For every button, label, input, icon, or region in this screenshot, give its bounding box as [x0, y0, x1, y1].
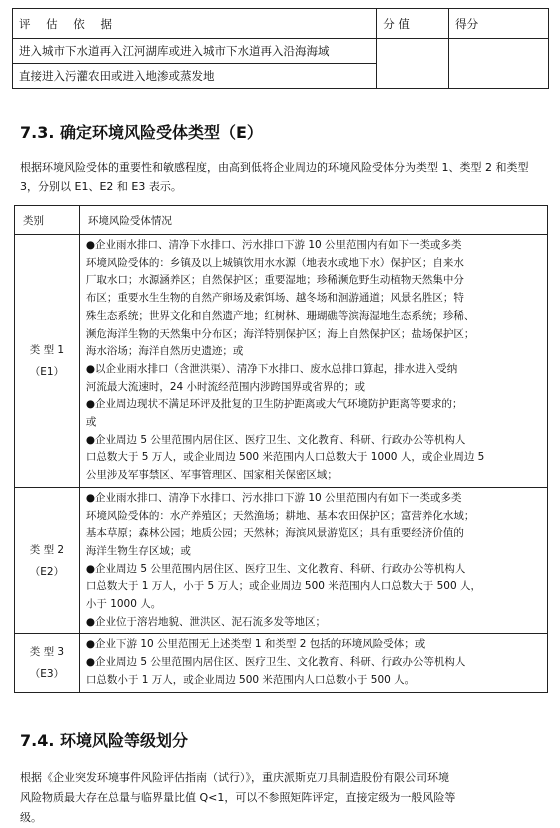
description-line: 环境风险受体的：乡镇及以上城镇饮用水水源（地表水或地下水）保护区；自来水	[85, 256, 464, 269]
description-line: 公里涉及军事禁区、军事管理区、国家相关保密区域；	[85, 469, 338, 482]
criteria-table	[12, 8, 549, 89]
receptor-description-e2	[79, 487, 547, 634]
description-line: 河流最大流速时，24 小时流经范围内涉跨国界或省界的；或	[85, 380, 366, 393]
description-line: ●企业周边 5 公里范围内居住区、医疗卫生、文化教育、科研、行政办公等机构人	[85, 656, 466, 669]
receptor-category-e3	[15, 634, 80, 692]
description-line: 口总数小于 1 万人，或企业周边 500 米范围内人口总数小于 500 人。	[85, 673, 416, 686]
category-label: 类 型 3	[29, 646, 65, 659]
criteria-row-points	[449, 39, 549, 89]
receptor-header-category: 类别	[15, 206, 80, 235]
category-code: （E2）	[29, 565, 65, 578]
receptor-category-e2	[15, 487, 80, 634]
description-line: 濒危海洋生物的天然集中分布区；海洋特别保护区；海上自然保护区；盐场保护区；	[85, 327, 475, 340]
description-line: 海水浴场；海洋自然历史遗迹；或	[85, 345, 244, 358]
description-line: ●企业周边现状不满足环评及批复的卫生防护距离或大气环境防护距离等要求的；	[85, 398, 463, 411]
receptor-row-e2	[15, 487, 548, 634]
section-7-4-paragraph	[20, 768, 540, 828]
description-line: 布区；重要水生生物的自然产卵场及索饵场、越冬场和洄游通道；风景名胜区；特	[85, 292, 464, 305]
category-code: （E1）	[29, 365, 65, 378]
description-line: 口总数大于 5 万人，或企业周边 500 米范围内人口总数大于 1000 人，或企业周边 5	[85, 451, 485, 464]
criteria-row-text: 进入城市下水道再入江河湖库或进入城市下水道再入沿海海域	[13, 39, 377, 64]
description-line: 环境风险受体的：水产养殖区；天然渔场；耕地、基本农田保护区；富营养化水域；	[85, 509, 475, 522]
receptor-table-header	[15, 206, 548, 235]
description-line: 海洋生物生存区域；或	[85, 544, 191, 557]
receptor-header-situation: 环境风险受体情况	[79, 206, 547, 235]
description-line: ●以企业雨水排口（含泄洪渠）、清净下水排口、废水总排口算起，排水进入受纳	[85, 362, 458, 375]
description-line: ●企业周边 5 公里范围内居住区、医疗卫生、文化教育、科研、行政办公等机构人	[85, 433, 466, 446]
criteria-header-basis: 评 估 依 据	[13, 9, 377, 39]
category-code: （E3）	[29, 668, 65, 681]
description-line: 或	[85, 416, 97, 429]
paragraph-line: 根据《企业突发环境事件风险评估指南（试行）》，重庆派斯克刀具制造股份有限公司环境	[20, 771, 449, 784]
receptor-description-e1	[79, 235, 547, 488]
description-line: 基本草原；森林公园；地质公园；天然林；海滨风景游览区；具有重要经济价值的	[85, 527, 464, 540]
criteria-row-score	[377, 39, 449, 89]
description-line: ●企业位于溶岩地貌、泄洪区、泥石流多发等地区；	[85, 615, 327, 628]
section-heading-7-3: 7.3. 确定环境风险受体类型（E）	[20, 123, 263, 142]
criteria-header-score: 分 值	[377, 9, 449, 39]
receptor-row-e3	[15, 634, 548, 692]
receptor-row-e1	[15, 235, 548, 488]
description-line: 厂取水口；水源涵养区；自然保护区；重要湿地；珍稀濒危野生动植物天然集中分	[85, 274, 464, 287]
receptor-category-e1	[15, 235, 80, 488]
category-label: 类 型 1	[29, 343, 65, 356]
criteria-row-text: 直接进入污灌农田或进入地渗或蒸发地	[13, 64, 377, 89]
description-line: 小于 1000 人。	[85, 598, 162, 611]
receptor-description-e3	[79, 634, 547, 692]
description-line: ●企业雨水排口、清净下水排口、污水排口下游 10 公里范围内有如下一类或多类	[85, 239, 462, 251]
section-7-3-intro: 根据环境风险受体的重要性和敏感程度，由高到低将企业周边的环境风险受体分为类型 1、类型 2 和类型 3，分别以 E1、E2 和 E3 表示。	[20, 161, 529, 193]
description-line: 口总数大于 1 万人，小于 5 万人；或企业周边 500 米范围内人口总数大于 500 人，	[85, 580, 482, 593]
paragraph-line: 风险物质最大存在总量与临界量比值 Q<1，可以不参照矩阵评定，直接定级为一般风险等	[20, 791, 456, 804]
description-line: ●企业周边 5 公里范围内居住区、医疗卫生、文化教育、科研、行政办公等机构人	[85, 562, 466, 575]
description-line: ●企业下游 10 公里范围无上述类型 1 和类型 2 包括的环境风险受体；或	[85, 638, 426, 651]
criteria-row	[13, 39, 549, 64]
paragraph-line: 级。	[20, 811, 42, 824]
criteria-header-points: 得分	[449, 9, 549, 39]
section-heading-7-4: 7.4. 环境风险等级划分	[20, 731, 188, 750]
description-line: 殊生态系统；世界文化和自然遗产地；红树林、珊瑚礁等滨海湿地生态系统；珍稀、	[85, 309, 475, 322]
description-line: ●企业雨水排口、清净下水排口、污水排口下游 10 公里范围内有如下一类或多类	[85, 491, 462, 504]
receptor-table	[14, 205, 548, 693]
category-label: 类 型 2	[29, 543, 65, 556]
criteria-table-header	[13, 9, 549, 39]
